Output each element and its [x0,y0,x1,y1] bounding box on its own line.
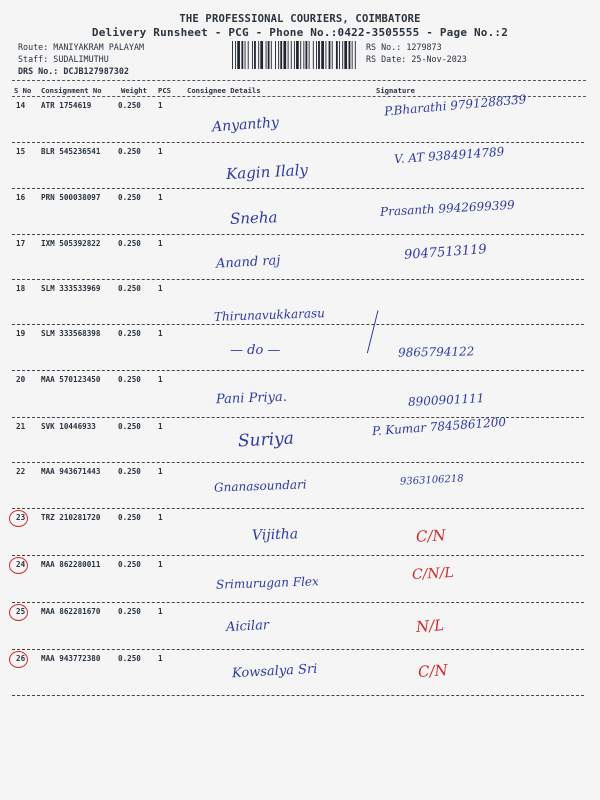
consignee-handwriting: Thirunavukkarasu [213,306,326,324]
barcode-bar [352,41,353,69]
signature-handwriting: N/L [415,616,445,636]
weight-cell: 0.250 [118,329,141,338]
table-row [0,556,600,602]
barcode-bar [283,41,286,69]
route-info [18,41,144,77]
barcode-bar [280,41,282,69]
pcs-cell: 1 [158,284,163,293]
consignee-handwriting: Srimurugan Flex [215,574,319,592]
red-circle-mark [9,651,28,668]
pcs-cell: 1 [158,560,163,569]
consignment-cell: SLM 333533969 [41,284,101,293]
consignment-cell: PRN 500038097 [41,193,101,202]
pcs-cell: 1 [158,193,163,202]
barcode-bar [342,41,343,69]
barcode-bar [316,41,317,69]
rs-info [366,41,467,65]
consignment-cell: MAA 862280011 [41,560,101,569]
table-row [0,280,600,324]
signature-handwriting: P.Bharathi 9791288339 [383,92,527,119]
weight-cell: 0.250 [118,422,141,431]
weight-cell: 0.250 [118,147,141,156]
pcs-cell: 1 [158,147,163,156]
table-row [0,650,600,695]
sno-cell: 18 [16,284,26,293]
sno-cell: 22 [16,467,26,476]
pcs-cell: 1 [158,375,163,384]
sno-cell: 19 [16,329,26,338]
signature-handwriting: 9363106218 [399,473,464,488]
col-header-consignment: Consignment No [41,86,102,95]
barcode-bar [336,41,338,69]
consignee-handwriting: Anyanthy [211,114,280,136]
signature-handwriting: C/N [417,660,449,682]
barcode-bar [266,41,267,69]
pcs-cell: 1 [158,513,163,522]
rs-number: RS No.: 1279873 [366,42,442,52]
col-header-signature: Signature [376,86,415,95]
consignment-cell: MAA 943772380 [41,654,101,663]
barcode-bar [291,41,292,69]
col-header-pcs: PCS [158,86,171,95]
pcs-cell: 1 [158,422,163,431]
barcode-bar [313,41,314,69]
col-header-weight: Weight [121,86,147,95]
barcode-bar [321,41,324,69]
sno-cell: 26 [16,654,26,663]
table-row [0,414,600,462]
barcode-bar [271,41,272,69]
consignee-handwriting: Gnanasoundari [213,477,307,495]
consignment-cell: SLM 333568398 [41,329,101,338]
sno-cell: 16 [16,193,26,202]
sno-cell: 24 [16,560,26,569]
sno-cell: 23 [16,513,26,522]
barcode-bar [339,41,340,69]
weight-cell: 0.250 [118,101,141,110]
weight-cell: 0.250 [118,284,141,293]
consignment-cell: BLR 545236541 [41,147,101,156]
consignment-cell: MAA 943671443 [41,467,101,476]
pcs-cell: 1 [158,101,163,110]
runsheet-subtitle: Delivery Runsheet - PCG - Phone No.:0422-3505555 - Page No.:2 [91,26,509,39]
barcode-bar [288,41,289,69]
signature-handwriting: C/N [415,526,447,546]
sno-cell: 21 [16,422,26,431]
signature-handwriting: 9865794122 [397,344,475,360]
weight-cell: 0.250 [118,607,141,616]
table-row [0,235,600,279]
sno-cell: 14 [16,101,26,110]
barcode-bar [278,41,279,69]
barcode-bar [258,41,259,69]
header-rule-top [12,80,586,81]
weight-cell: 0.250 [118,239,141,248]
weight-cell: 0.250 [118,193,141,202]
consignee-handwriting: Aicilar [225,617,270,636]
pcs-cell: 1 [158,467,163,476]
consignee-handwriting: — do — [230,343,281,358]
table-row [0,189,600,234]
table-row [0,325,600,370]
barcode-bar [252,41,253,69]
table-row [0,463,600,508]
barcode-bar [245,41,246,69]
consignment-cell: MAA 862281670 [41,607,101,616]
barcode-bar [232,41,233,69]
barcode-bar [300,41,301,69]
pcs-cell: 1 [158,329,163,338]
red-circle-mark [9,604,28,621]
barcode-bar [248,41,249,69]
red-circle-mark [9,557,28,574]
signature-handwriting: 9047513119 [403,242,488,263]
sno-cell: 25 [16,607,26,616]
sno-cell: 20 [16,375,26,384]
weight-cell: 0.250 [118,375,141,384]
pcs-cell: 1 [158,654,163,663]
barcode-bar [294,41,295,69]
sno-cell: 17 [16,239,26,248]
consignee-handwriting: Anand raj [215,253,281,272]
row-separator [12,695,584,696]
barcode-bar [268,41,270,69]
barcode-bar [237,41,240,69]
consignment-cell: IXM 505392822 [41,239,101,248]
consignee-handwriting: Sneha [229,208,278,228]
red-circle-mark [9,510,28,527]
table-row [0,143,600,188]
barcode-bar [318,41,320,69]
route-label: Route: MANIYAKRAM PALAYAM [18,42,145,52]
barcode-bar [306,41,308,69]
barcode-bar [235,41,236,69]
consignee-handwriting: Kowsalya Sri [231,661,318,682]
col-header-consignee: Consignee Details [187,86,261,95]
col-header-sno: S No [14,86,32,95]
staff-label: Staff: SUDALIMUTHU [18,54,109,64]
signature-handwriting: Prasanth 9942699399 [379,197,515,219]
consignment-cell: SVK 10446933 [41,422,96,431]
consignee-handwriting: Suriya [237,428,295,452]
signature-handwriting: 8900901111 [407,391,485,409]
barcode-image [232,41,360,69]
consignment-cell: ATR 1754619 [41,101,92,110]
table-row [0,92,600,142]
table-row [0,509,600,555]
consignee-handwriting: Kagin Ilaly [225,160,309,184]
consignment-cell: MAA 570123450 [41,375,101,384]
table-row [0,603,600,649]
sno-cell: 15 [16,147,26,156]
weight-cell: 0.250 [118,467,141,476]
pcs-cell: 1 [158,239,163,248]
consignment-cell: TRZ 210281720 [41,513,101,522]
barcode-bar [344,41,347,69]
barcode-bar [303,41,304,69]
weight-cell: 0.250 [118,513,141,522]
company-title: THE PROFESSIONAL COURIERS, COIMBATORE [179,13,421,25]
signature-handwriting: C/N/L [411,564,455,584]
rs-date: RS Date: 25-Nov-2023 [366,54,467,64]
drs-number: DRS No.: DCJB127987302 [18,66,129,76]
table-row [0,371,600,417]
barcode-bar [332,41,333,69]
signature-handwriting: P. Kumar 7845861200 [371,414,507,439]
consignee-handwriting: Pani Priya. [215,389,288,408]
barcode-bar [329,41,331,69]
signature-handwriting: V. AT 9384914789 [393,144,505,167]
barcode-bar [275,41,276,69]
weight-cell: 0.250 [118,560,141,569]
barcode-bar [309,41,310,69]
barcode-bar [254,41,256,69]
barcode-bar [260,41,263,69]
barcode-bar [355,41,356,69]
barcode-bar [349,41,351,69]
barcode-bar [241,41,243,69]
weight-cell: 0.250 [118,654,141,663]
pcs-cell: 1 [158,607,163,616]
barcode-bar [296,41,299,69]
barcode-bar [325,41,326,69]
consignee-handwriting: Vijitha [251,526,299,544]
